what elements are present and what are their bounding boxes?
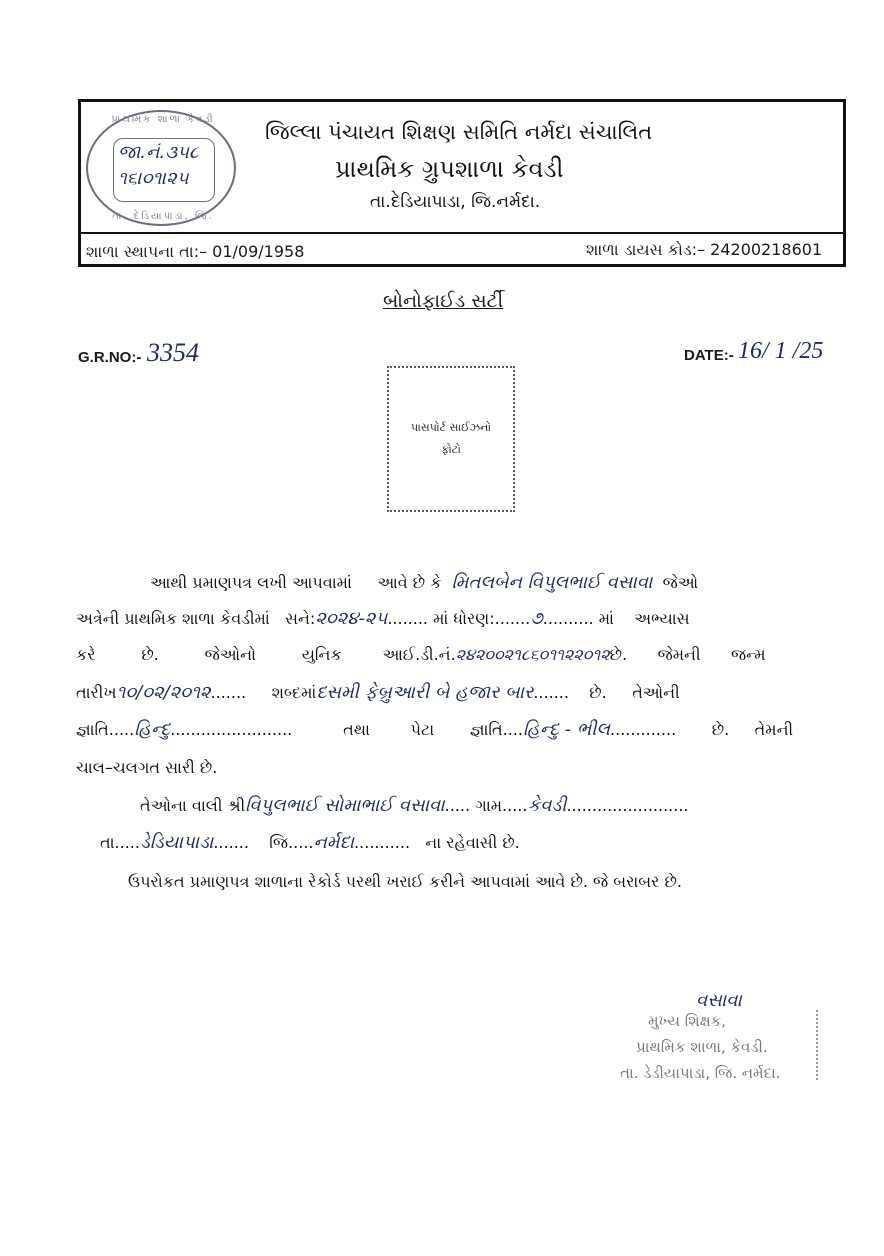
establishment-date: શાળા સ્થાપના તા:– 01/09/1958 <box>86 242 305 261</box>
body-line-3 <box>76 645 766 665</box>
l7-text-a: તેઓના વાલી શ્રી <box>140 796 246 815</box>
stamp-date: ૧૬।૦૧।૨૫ <box>118 168 189 189</box>
signature-scribble: વસાવા <box>696 990 742 1011</box>
certificate-title: બોનોફાઈડ સર્ટી <box>383 290 504 312</box>
l8-text-a: તા. <box>100 833 120 852</box>
l2-text-b: સને: <box>285 609 316 628</box>
signature-designation: મુખ્ય શિક્ષક, <box>648 1012 726 1030</box>
l1-text-b: આવે છે કે <box>377 573 442 592</box>
body-line-4: તારીખ૧૦/૦૨/૨૦૧૨....... શબ્દમાંદસમી ફેબ્રુઆરી બે હજાર બાર....... છે. તેઓની <box>76 682 680 703</box>
l3-text-h: જન્મ <box>731 645 766 664</box>
photo-placeholder <box>387 366 515 512</box>
l8-text-c: ના રહેવાસી છે. <box>425 833 520 852</box>
l2-text-d: માં <box>598 609 614 628</box>
signature-address: તા. ડેડીયાપાડા, જિ. નર્મદા. <box>620 1064 781 1082</box>
body-line-2: અત્રેની પ્રાથમિક શાળા કેવડીમાં સને:૨૦૨૪-૨૫........ માં ધોરણ:.......૭.......... માં અભ્યાસ <box>76 608 690 629</box>
signature-school: પ્રાથમિક શાળા, કેવડી. <box>636 1038 768 1056</box>
stamp-edge-divider <box>816 1010 820 1080</box>
date-label: DATE:- <box>684 347 734 364</box>
stamp-number: જા.નં.૩૫૮ <box>118 142 199 163</box>
unique-id: ૨૪૨૦૦૨૧૮૬૦૧૧૨૨૦૧૨ <box>455 645 610 664</box>
l2-text-a: અત્રેની પ્રાથમિક શાળા કેવડીમાં <box>76 609 270 628</box>
header-committee: જિલ્લા પંચાયત શિક્ષણ સમિતિ નર્મદા સંચાલિત <box>265 120 653 144</box>
l1-text-a: આથી પ્રમાણપત્ર લખી આપવામાં <box>150 573 352 592</box>
date-value: 16/ 1 /25 <box>738 338 824 364</box>
academic-year: ૨૦૨૪-૨૫ <box>315 608 388 629</box>
header-divider <box>80 232 844 234</box>
l2-text-c: માં ધોરણ: <box>433 609 495 628</box>
student-name: મિતલબેન વિપુલભાઈ વસાવા <box>451 572 653 593</box>
l5-text-a: જ્ઞાતિ <box>76 720 109 739</box>
l3-text-d: યુનિક <box>301 645 342 664</box>
school-stamp <box>86 110 236 226</box>
photo-label-line1: પાસપોર્ટ સાઈઝનો <box>410 421 492 434</box>
l5-text-d: જ્ઞાતિ <box>469 720 503 739</box>
l5-text-e: છે. <box>711 720 730 739</box>
gr-value: 3354 <box>147 338 199 367</box>
l3-text-b: છે. <box>141 645 159 664</box>
district: નર્મદા <box>313 832 355 853</box>
taluka: ડેડિયાપાડા <box>139 832 214 853</box>
sub-caste: હિન્દુ - ભીલ <box>522 719 611 740</box>
header-address: તા.દેડિયાપાડા, જિ.નર્મદા. <box>370 192 541 212</box>
village: કેવડી <box>527 795 567 816</box>
body-line-8: તા.....ડેડિયાપાડા....... જિ.....નર્મદા........... ના રહેવાસી છે. <box>100 832 520 853</box>
body-line-1 <box>150 572 698 593</box>
photo-label-line2: ફોટો <box>441 443 461 456</box>
l3-text-c: જેઓનો <box>204 645 257 664</box>
gr-label: G.R.NO:- <box>78 349 142 366</box>
standard: ૭ <box>530 608 543 629</box>
l4-text-c: છે. <box>589 683 607 702</box>
body-line-9: ઉપરોકત પ્રમાણપત્ર શાળાના રેકોર્ડ પરથી ખરાઈ કરીને આપવામાં આવે છે. જે બરાબર છે. <box>128 872 682 891</box>
l4-text-b: શબ્દમાં <box>271 683 317 702</box>
body-line-5: જ્ઞાતિ.....હિન્દુ........................ તથા પેટા જ્ઞાતિ....હિન્દુ - ભીલ............. છે. તેમની <box>76 719 794 740</box>
body-line-6: ચાલ–ચલગત સારી છે. <box>76 758 218 777</box>
l3-text-f: છે. <box>609 645 628 664</box>
l5-text-c: પેટા <box>410 720 435 739</box>
stamp-ring-bottom: તા. દેડિયાપાડા, જિ. <box>112 211 214 222</box>
body-line-7: તેઓના વાલી શ્રીવિપુલભાઈ સોમાભાઈ વસાવા..... ગામ.....કેવડી........................ <box>140 795 689 816</box>
l4-text-a: તારીખ <box>76 683 117 702</box>
guardian-name: વિપુલભાઈ સોમાભાઈ વસાવા <box>245 795 445 816</box>
l4-text-d: તેઓની <box>632 683 680 702</box>
header-school-name: પ્રાથમિક ગ્રુપશાળા કેવડી <box>335 155 564 183</box>
caste: હિન્દુ <box>134 719 171 740</box>
date-of-birth: ૧૦/૦૨/૨૦૧૨ <box>116 682 211 703</box>
l1-text-c: જેઓ <box>662 573 699 592</box>
l5-text-b: તથા <box>343 720 370 739</box>
l8-text-b: જિ. <box>269 833 294 852</box>
dise-code: શાળા ડાયસ કોડ:– 24200218601 <box>586 240 823 259</box>
l3-text-a: કરે <box>76 645 96 664</box>
dob-in-words: દસમી ફેબ્રુઆરી બે હજાર બાર <box>316 682 534 703</box>
l7-text-b: ગામ <box>475 796 503 815</box>
l3-text-e: આઈ.ડી.નં. <box>382 645 456 664</box>
stamp-ring-top: પ્રાથમિક શાળા કેવડી <box>111 114 215 125</box>
l5-text-f: તેમની <box>754 720 794 739</box>
l2-text-e: અભ્યાસ <box>634 609 690 628</box>
l3-text-g: જેમની <box>657 645 701 664</box>
